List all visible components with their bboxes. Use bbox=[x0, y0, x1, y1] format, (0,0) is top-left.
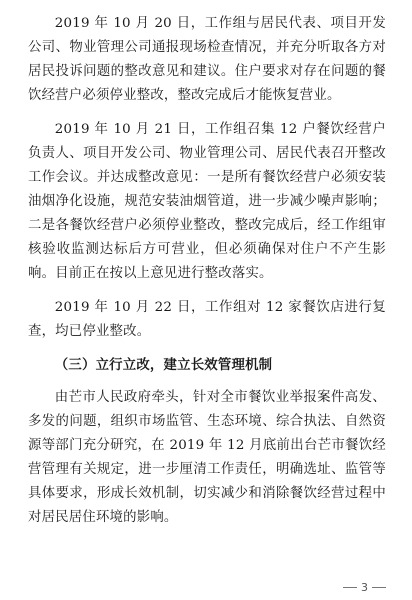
section-paragraph: 由芒市人民政府牵头，针对全市餐饮业举报案件高发、多发的问题，组织市场监管、生态环境、综合执法、自然资源等部门充分研究，在 2019 年 12 月底前出台芒市餐饮经营管理有关规定，进一步厘清工作责任，明确选址、监管等具体要求，形成长效机制，切实减少和消除餐饮经营过程中对居民居住环境的影响。 bbox=[28, 390, 386, 525]
section-heading: （三）立行立改，建立长效管理机制 bbox=[54, 358, 273, 373]
paragraph-oct-20: 2019 年 10 月 20 日，工作组与居民代表、项目开发公司、物业管理公司通报现场检查情况，并充分听取各方对居民投诉问题的整改意见和建议。住户要求对存在问题的餐饮经营户必须停业整改，整改完成后才能恢复营业。 bbox=[28, 16, 386, 103]
footer-dash-left bbox=[343, 587, 357, 588]
page-footer bbox=[343, 581, 386, 594]
paragraph-oct-21: 2019 年 10 月 21 日，工作组召集 12 户餐饮经营户负责人、项目开发公司、物业管理公司、居民代表召开整改工作会议。并达成整改意见：一是所有餐饮经营户必须安装油烟净化设施，规范安装油烟管道，进一步减少噪声影响；二是各餐饮经营户必须停业整改，整改完成后，经工作组审核验收监测达标后方可营业，但必须确保对住户不产生影响。目前正在按以上意见进行整改落实。 bbox=[28, 122, 386, 281]
footer-dash-right bbox=[372, 587, 386, 588]
page-number: 3 bbox=[361, 581, 368, 594]
paragraph-oct-22: 2019 年 10 月 22 日，工作组对 12 家餐饮店进行复查，均已停业整改。 bbox=[28, 300, 386, 339]
document-body bbox=[28, 12, 386, 530]
